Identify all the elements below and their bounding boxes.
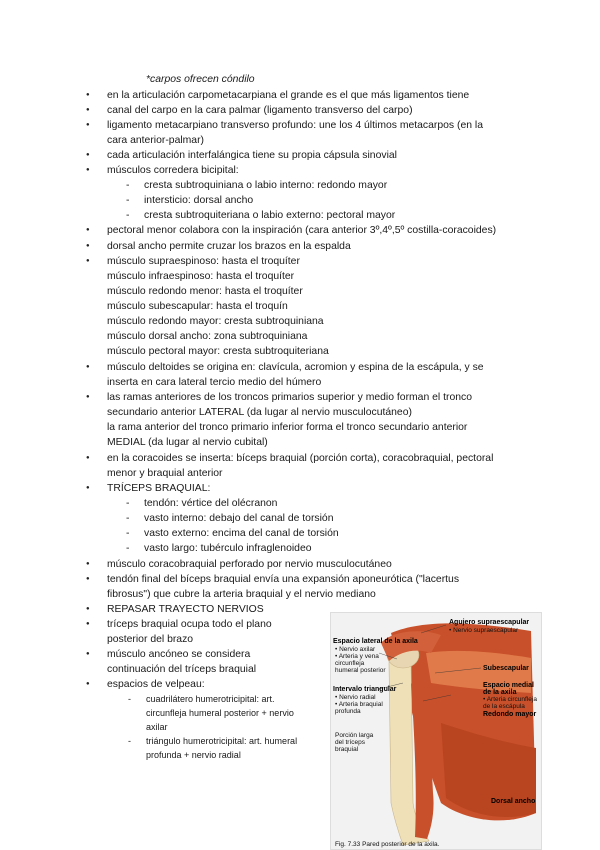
list-item: ● espacios de velpeau: <box>107 678 205 691</box>
list-item: ● músculo ancóneo se considera <box>107 648 250 661</box>
list-item-cont: MEDIAL (da lugar al nervio cubital) <box>107 437 268 448</box>
sub-list-item: - vasto interno: debajo del canal de torsión <box>144 512 333 525</box>
list-item-cont: músculo subescapular: hasta el troquín <box>107 301 288 312</box>
label-redondo-mayor: Redondo mayor <box>483 711 537 718</box>
list-item: ● en la coracoides se inserta: bíceps braquial (porción corta), coracobraquial, pectoral <box>107 452 493 465</box>
list-item: ● tendón final del bíceps braquial envía una expansión aponeurótica ("lacertus <box>107 573 459 586</box>
label-intervalo-item: profunda <box>335 708 361 715</box>
sub-list-item: - triángulo humerotricipital: art. humeral <box>146 735 297 748</box>
label-intervalo: Intervalo triangular <box>333 686 397 693</box>
label-espacio-lateral-item: humeral posterior <box>335 667 386 674</box>
sub-list-item-cont: profunda + nervio radial <box>146 750 241 760</box>
list-item-cont: cara anterior-palmar) <box>107 135 205 146</box>
list-item: ● tríceps braquial ocupa todo el plano <box>107 618 272 631</box>
list-item: ● las ramas anteriores de los troncos primarios superior y medio forman el tronco <box>107 391 472 404</box>
list-item-cont: músculo dorsal ancho: zona subtroquiniana <box>107 331 308 342</box>
list-item: ● cada articulación interfalángica tiene su propia cápsula sinovial <box>107 149 397 162</box>
list-item: ● músculo coracobraquial perforado por nervio musculocutáneo <box>107 558 392 571</box>
sub-list-item: - cresta subtroquiniana o labio interno: redondo mayor <box>144 179 387 192</box>
list-item-cont: continuación del tríceps braquial <box>107 664 257 675</box>
list-item-cont: secundario anterior LATERAL (da lugar al nervio musculocutáneo) <box>107 407 412 418</box>
list-item-cont: posterior del brazo <box>107 634 194 645</box>
list-item-cont: inserta en cara lateral tercio medio del húmero <box>107 377 322 388</box>
anatomy-illustration <box>331 613 541 849</box>
list-item-cont: músculo pectoral mayor: cresta subtroquiteriana <box>107 346 329 357</box>
label-espacio-medial-2: de la axila <box>483 689 517 696</box>
figure-caption: Fig. 7.33 Pared posterior de la axila. <box>335 841 440 848</box>
label-intervalo-item: • Nervio radial <box>335 694 376 701</box>
sub-list-item: - vasto largo: tubérculo infraglenoideo <box>144 542 312 555</box>
label-espacio-medial-item: de la escápula <box>483 703 525 710</box>
sub-list-item: - cresta subtroquiteriana o labio externo: pectoral mayor <box>144 209 395 222</box>
sub-list-item-cont: axilar <box>146 722 168 732</box>
list-item: ● músculo deltoides se origina en: clavícula, acromion y espina de la escápula, y se <box>107 361 484 374</box>
label-porcion-larga: braquial <box>335 746 359 753</box>
list-item: ● dorsal ancho permite cruzar los brazos en la espalda <box>107 240 351 253</box>
list-item: ● ligamento metacarpiano transverso profundo: une los 4 últimos metacarpos (en la <box>107 119 483 132</box>
label-subescapular: Subescapular <box>483 665 529 672</box>
label-agujero: Agujero supraescapular <box>449 619 530 626</box>
list-item: ● músculo supraespinoso: hasta el troquíter <box>107 255 300 268</box>
list-item: ● músculos corredera bicipital: <box>107 164 239 177</box>
label-porcion-larga: del tríceps <box>335 739 365 746</box>
list-item-cont: músculo redondo menor: hasta el troquíter <box>107 286 303 297</box>
list-item-cont: músculo infraespinoso: hasta el troquíter <box>107 271 295 282</box>
sub-list-item: - vasto externo: encima del canal de torsión <box>144 527 339 540</box>
list-item-cont: menor y braquial anterior <box>107 468 223 479</box>
label-espacio-lateral-item: • Nervio axilar <box>335 646 376 653</box>
list-item: ● TRÍCEPS BRAQUIAL: <box>107 482 210 495</box>
label-espacio-medial: Espacio medial <box>483 682 534 689</box>
anatomy-figure <box>330 612 542 850</box>
list-item: ● pectoral menor colabora con la inspiración (cara anterior 3º,4º,5º costilla-coracoides) <box>107 224 496 237</box>
sub-list-item: - tendón: vértice del olécranon <box>144 497 277 510</box>
sub-list-item-cont: circunfleja humeral posterior + nervio <box>146 708 294 718</box>
list-item-cont: músculo redondo mayor: cresta subtroquiniana <box>107 316 324 327</box>
label-espacio-lateral-item: circunfleja <box>335 660 365 667</box>
list-item-cont: fibrosus") que cubre la arteria braquial y el nervio mediano <box>107 589 376 600</box>
label-espacio-medial-item: • Arteria circunfleja <box>483 696 537 703</box>
label-espacio-lateral: Espacio lateral de la axila <box>333 638 418 645</box>
label-porcion-larga: Porción larga <box>335 732 374 739</box>
list-item: ● canal del carpo en la cara palmar (ligamento transverso del carpo) <box>107 104 413 117</box>
label-intervalo-item: • Arteria braquial <box>335 701 383 708</box>
list-item-cont: la rama anterior del tronco primario inferior forma el tronco secundario anterior <box>107 422 468 433</box>
sub-list-item: - intersticio: dorsal ancho <box>144 194 253 207</box>
list-item: ● en la articulación carpometacarpiana el grande es el que más ligamentos tiene <box>107 89 469 102</box>
label-dorsal-ancho: Dorsal ancho <box>491 798 536 805</box>
list-item: ● REPASAR TRAYECTO NERVIOS <box>107 603 264 616</box>
label-espacio-lateral-item: • Arteria y vena <box>335 653 379 660</box>
header-note: *carpos ofrecen cóndilo <box>146 74 255 85</box>
label-nervio-supra: • Nervio supraescapular <box>449 627 519 634</box>
sub-list-item: - cuadrilátero humerotricipital: art. <box>146 693 275 706</box>
